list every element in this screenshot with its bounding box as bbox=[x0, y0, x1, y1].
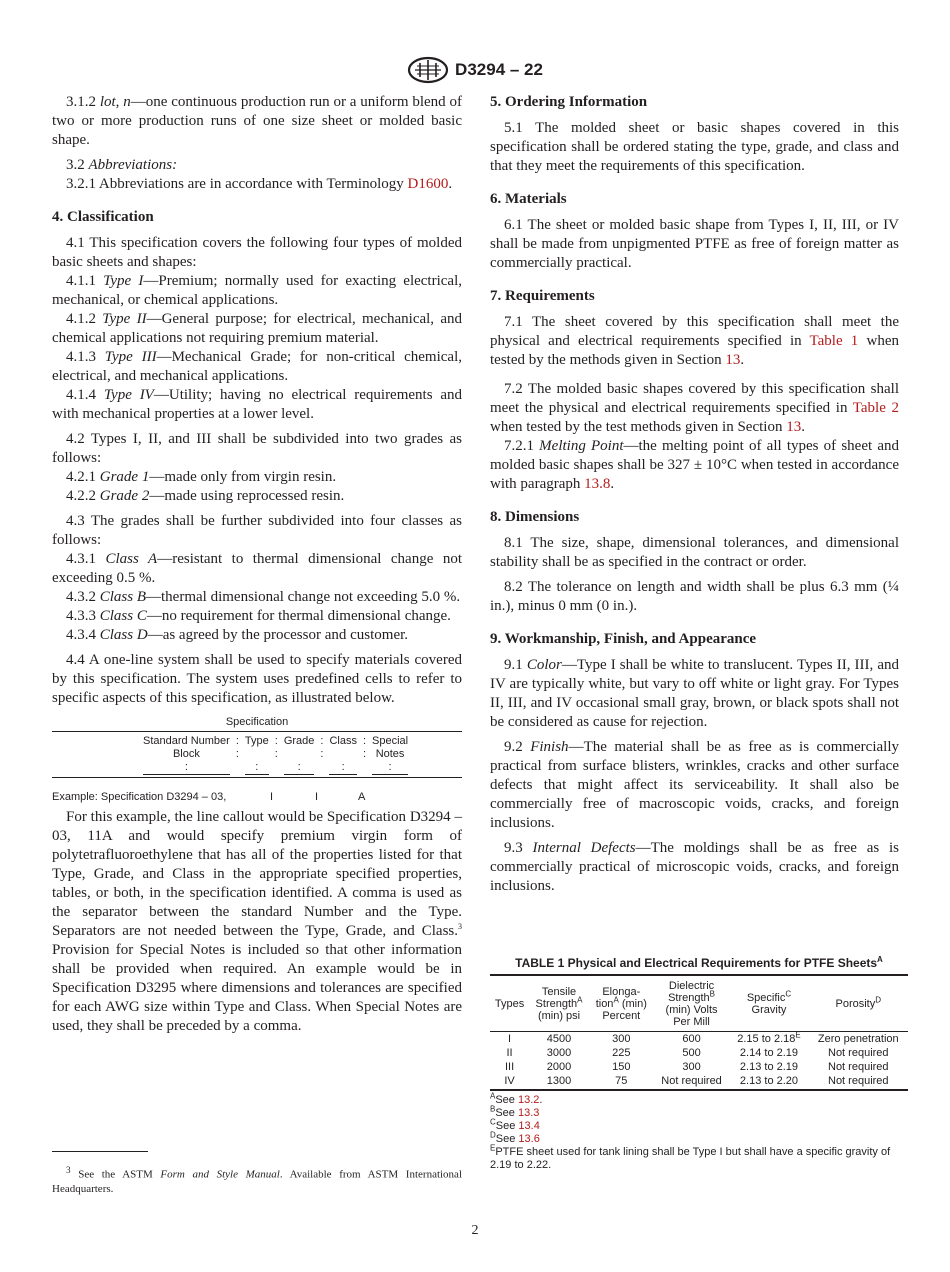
link-section-13[interactable]: 13 bbox=[725, 352, 741, 368]
table-1-caption: TABLE 1 Physical and Electrical Requirements for PTFE Sheets$^A$ bbox=[515, 955, 883, 970]
para-9-2: 9.2 Finish—The material shall be as free as is commercially practical from surface blisters, wrinkles, cracks and other surface defects that might affect its serviceability. It shall also be commercially free of macroscopic voids, cracks, and foreign inclusions. bbox=[490, 739, 899, 831]
para-3-2-1: 3.2.1 Abbreviations are in accordance with Terminology D1600. bbox=[66, 176, 453, 192]
col-header-types: Types bbox=[490, 975, 529, 1032]
para-7-1: 7.1 The sheet covered by this specification shall meet the physical and electrical requirements specified in Table 1 when tested by the methods given in Section 13. bbox=[490, 314, 899, 368]
specification-callout-diagram bbox=[52, 716, 462, 778]
para-4-4: 4.4 A one-line system shall be used to specify materials covered by this specification. The system uses predefined cells to refer to specific aspects of this specification, as illustrated below. bbox=[52, 652, 462, 706]
footnote-3: $^3$ See the ASTM Form and Style Manual. Available from ASTM International Headquarters. bbox=[52, 1165, 462, 1195]
section-6-heading: 6. Materials bbox=[490, 191, 567, 207]
col-header-dielectric: Dielectric Strength$^B$ (min) Volts Per Mill bbox=[654, 975, 730, 1032]
astm-logo-icon bbox=[407, 56, 449, 84]
para-3-2: 3.2 Abbreviations: bbox=[66, 157, 178, 173]
link-13-3[interactable]: 13.3 bbox=[517, 1107, 540, 1119]
table-note-d: $^D$See 13.6 bbox=[490, 1130, 540, 1145]
spec-title: Specification bbox=[52, 716, 462, 732]
para-4-3-1: 4.3.1 Class A—resistant to thermal dimensional change not exceeding 0.5 %. bbox=[52, 551, 463, 586]
para-8-2: 8.2 The tolerance on length and width shall be plus 6.3 mm (¼ in.), minus 0 mm (0 in.). bbox=[490, 579, 899, 614]
para-9-3: 9.3 Internal Defects—The moldings shall be as free as is commercially practical of microscopic voids, cracks, and foreign inclusions. bbox=[490, 840, 900, 894]
col-header-elongation: Elonga- tion$^A$ (min) Percent bbox=[589, 975, 654, 1032]
col-header-porosity: Porosity$^D$ bbox=[809, 975, 908, 1032]
document-designation: D3294 – 22 bbox=[455, 60, 543, 79]
para-4-2-1: 4.2.1 Grade 1—made only from virgin resin. bbox=[66, 469, 337, 485]
table-1 bbox=[490, 956, 908, 1172]
section-9-heading: 9. Workmanship, Finish, and Appearance bbox=[490, 631, 757, 647]
link-13-8[interactable]: 13.8 bbox=[584, 476, 611, 492]
link-13-4[interactable]: 13.4 bbox=[518, 1120, 540, 1132]
link-13-2[interactable]: 13.2 bbox=[517, 1094, 540, 1106]
section-5-heading: 5. Ordering Information bbox=[490, 94, 648, 110]
section-7-heading: 7. Requirements bbox=[490, 288, 595, 304]
left-column bbox=[52, 93, 462, 1042]
footnote-rule bbox=[52, 1151, 148, 1152]
para-4-3-3: 4.3.3 Class C—no requirement for thermal dimensional change. bbox=[66, 608, 451, 624]
para-4-1-3: 4.1.3 Type III—Mechanical Grade; for non-critical chemical, electrical, and mechanical applications. bbox=[52, 349, 462, 384]
para-4-3-4: 4.3.4 Class D—as agreed by the processor and customer. bbox=[66, 627, 409, 643]
para-4-1-4: 4.1.4 Type IV—Utility; having no electrical requirements and with mechanical properties at a lower level. bbox=[52, 387, 463, 422]
table-note-c: $^C$See 13.4 bbox=[490, 1117, 540, 1132]
link-table-2[interactable]: Table 2 bbox=[852, 400, 899, 416]
link-section-13[interactable]: 13 bbox=[786, 419, 802, 435]
table-note-a: $^A$See 13.2. bbox=[490, 1091, 543, 1106]
spec-cells: Standard Number Block : : Type : : Grade : : Class : : Special Notes : : : : : bbox=[140, 735, 411, 775]
page-header bbox=[0, 56, 950, 84]
spec-bottom-rule bbox=[52, 777, 462, 778]
spec-cell-standard: Standard Number Block bbox=[143, 735, 230, 760]
para-4-1: 4.1 This specification covers the following four types of molded basic sheets and shapes: bbox=[52, 235, 462, 270]
para-4-4-example: For this example, the line callout would be Specification D3294 – 03, 11A and would specify premium virgin form of polytetrafluoroethylene that has all of the properties listed for that Type, Grade, and Class in the appropriate specified properties, tables, or both, in the specification identified. A comma is used as the separator between the standard Number and the Type. Separators are not needed between the Type, Grade, and Class.$^3$ Provision for Special Notes is included so that other information shall be provided when required. An example would be in Specification D3295 where dimensions and tolerances are specified for each AWG size within Type and Class. When Special Notes are used, they shall be preceded by a comma. bbox=[52, 809, 462, 1034]
spec-cell-class: Class bbox=[329, 735, 357, 747]
para-3-1-2: 3.1.2 lot, n—one continuous production run or a uniform blend of two or more production runs of one size sheet or molded basic shape. bbox=[52, 94, 462, 148]
table-1-grid bbox=[490, 974, 908, 1091]
spec-cell-grade: Grade bbox=[283, 735, 315, 747]
table-row: II 3000 225 500 2.14 to 2.19 Not required bbox=[506, 1047, 889, 1059]
spec-cell-type: Type bbox=[244, 735, 269, 747]
link-13-6[interactable]: 13.6 bbox=[518, 1133, 540, 1145]
link-table-1[interactable]: Table 1 bbox=[809, 333, 859, 349]
para-4-3: 4.3 The grades shall be further subdivided into four classes as follows: bbox=[52, 513, 462, 548]
para-9-1: 9.1 Color—Type I shall be white to translucent. Types II, III, and IV are typically white, but vary to off white or light gray. For Types II, III, and IV occasional small gray, brown, or black spots shall not be considered as cause for rejection. bbox=[490, 657, 900, 730]
col-header-tensile: Tensile Strength$^A$ (min) psi bbox=[529, 975, 589, 1032]
para-4-2: 4.2 Types I, II, and III shall be subdivided into two grades as follows: bbox=[52, 431, 462, 466]
para-7-2: 7.2 The molded basic shapes covered by this specification shall meet the physical and electrical requirements specified in Table 2 when tested by the test methods given in Section 13. bbox=[490, 381, 899, 435]
right-column bbox=[490, 93, 899, 902]
table-row: IV 1300 75 Not required 2.13 to 2.20 Not required bbox=[490, 1074, 908, 1090]
para-4-3-2: 4.3.2 Class B—thermal dimensional change not exceeding 5.0 %. bbox=[66, 589, 461, 605]
table-note-b: $^B$See 13.3 bbox=[490, 1104, 540, 1119]
spec-cell-notes: Special Notes bbox=[372, 735, 409, 760]
table-row: III 2000 150 300 2.13 to 2.19 Not required bbox=[504, 1061, 889, 1073]
link-d1600[interactable]: D1600 bbox=[407, 176, 449, 192]
table-1-notes bbox=[490, 1091, 908, 1172]
table-note-e: $^E$PTFE sheet used for tank lining shall be Type I but shall have a specific gravity of 2.19 to 2.22. bbox=[490, 1143, 891, 1171]
section-4-heading: 4. Classification bbox=[52, 209, 154, 225]
para-7-2-1: 7.2.1 Melting Point—the melting point of all types of sheet and molded basic shapes shall be 327 ± 10°C when tested in accordance with paragraph 13.8. bbox=[490, 438, 899, 492]
section-8-heading: 8. Dimensions bbox=[490, 509, 580, 525]
para-4-1-1: 4.1.1 Type I—Premium; normally used for exacting electrical, mechanical, or chemical applications. bbox=[52, 273, 462, 308]
table-row: I 4500 300 600 2.15 to $2.18^E$ Zero penetration bbox=[508, 1030, 899, 1045]
page-number: 2 bbox=[471, 1223, 479, 1238]
para-6-1: 6.1 The sheet or molded basic shape from Types I, II, III, or IV shall be made from unpigmented PTFE as free of foreign matter as commercially practical. bbox=[490, 217, 899, 271]
para-5-1: 5.1 The molded sheet or basic shapes covered in this specification shall be ordered stating the type, grade, and class and that they meet the requirements of this specification. bbox=[490, 120, 899, 174]
para-8-1: 8.1 The size, shape, dimensional tolerances, and dimensional stability shall be as specified in the contract or order. bbox=[490, 535, 899, 570]
col-header-specific-gravity: Specific$^C$ Gravity bbox=[729, 975, 808, 1032]
para-4-1-2: 4.1.2 Type II—General purpose; for electrical, mechanical, and chemical applications not requiring premium material. bbox=[52, 311, 462, 346]
para-4-2-2: 4.2.2 Grade 2—made using reprocessed resin. bbox=[66, 488, 345, 504]
spec-example: Example: Specification D3294 – 03, I I A bbox=[52, 791, 366, 803]
